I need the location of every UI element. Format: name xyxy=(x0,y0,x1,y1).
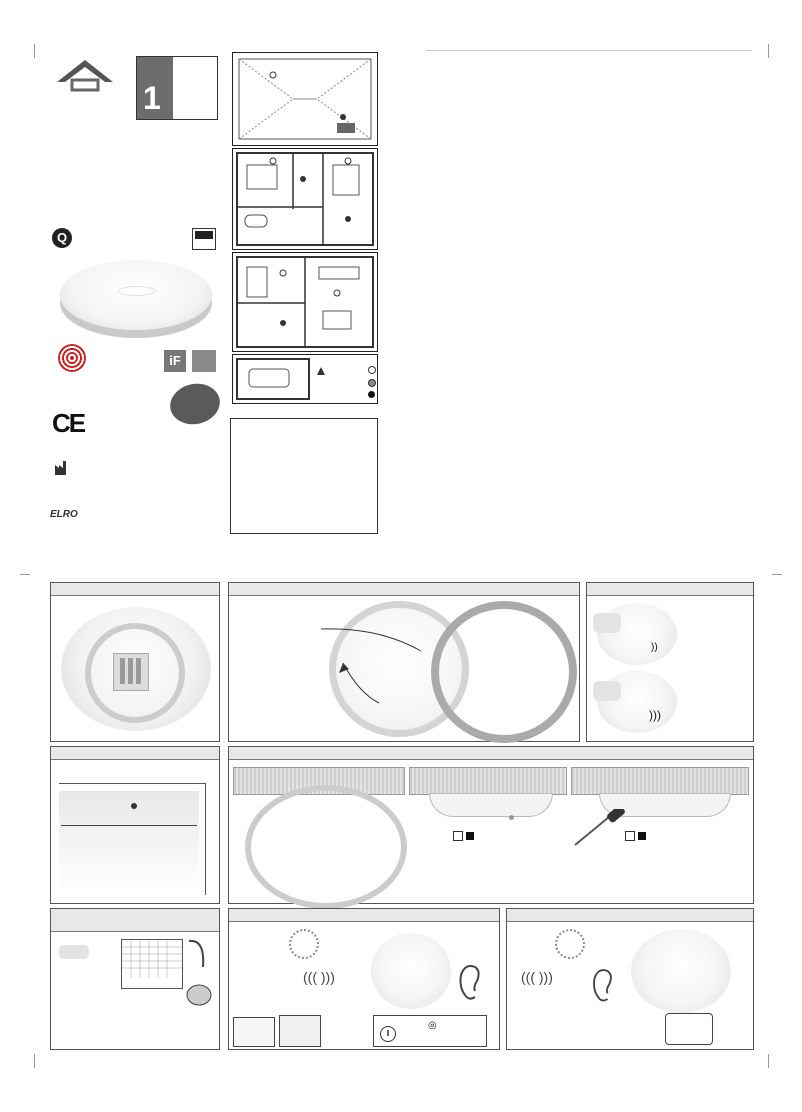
legend-extra-circle-icon xyxy=(368,379,376,387)
silence-duration-box xyxy=(373,1015,487,1047)
panel-2-title xyxy=(229,583,579,596)
smoke-alarm-product-image xyxy=(60,250,212,342)
lock-arrows xyxy=(453,831,474,841)
battery-label xyxy=(192,228,216,250)
ear-icon xyxy=(453,961,483,1003)
sound-waves-icon: ((( ))) xyxy=(521,969,553,985)
vacuum-cleaner-icon xyxy=(179,937,215,1009)
panel-mounting xyxy=(228,746,754,904)
sound-low-icon: )) xyxy=(651,642,658,653)
sound-waves-icon: ((( ))) xyxy=(303,969,335,985)
fold-mark xyxy=(20,574,30,575)
pause-icon: ‖ xyxy=(380,1026,396,1042)
alarm-burst-icon xyxy=(555,929,585,959)
legend-x-dot-icon xyxy=(368,391,375,398)
crop-mark xyxy=(20,44,35,58)
elro-logo xyxy=(50,56,120,108)
hand-press-icon xyxy=(593,613,621,633)
twist-arrows-icon xyxy=(319,623,439,713)
hand-press-icon xyxy=(59,945,89,959)
panel-activate xyxy=(228,582,580,742)
floor-plan-ground-floor xyxy=(232,252,378,352)
panel-4-title xyxy=(51,747,219,760)
panel-8-title xyxy=(507,909,753,922)
panel-3-title xyxy=(587,583,753,596)
screwdriver-icon xyxy=(569,809,629,849)
alarm-burst-icon xyxy=(289,929,319,959)
if-design-award xyxy=(192,350,216,372)
crop-mark xyxy=(20,1054,35,1068)
mute-battery-icon xyxy=(665,1013,713,1045)
panel-rooms xyxy=(50,746,220,904)
panel-7-title xyxy=(229,909,499,922)
floor-plan-garage xyxy=(232,354,378,404)
hand-press-icon xyxy=(593,681,621,701)
panel-alarm-silence xyxy=(228,908,500,1050)
calendar-icon xyxy=(121,939,183,989)
panel-content xyxy=(50,582,220,742)
crop-mark xyxy=(768,1054,783,1068)
panel-5-title xyxy=(229,747,753,760)
factory-icon xyxy=(54,458,70,476)
smoke-alarm-position-dot xyxy=(131,803,137,809)
screws-anchors-icon xyxy=(113,653,149,691)
floor-plan-attic xyxy=(232,52,378,146)
oven-icon xyxy=(279,1015,321,1047)
fold-mark xyxy=(772,574,782,575)
test-badge: 1 xyxy=(136,56,218,120)
panel-testing xyxy=(586,582,754,742)
floor-plan-first-floor xyxy=(232,148,378,250)
panel-low-battery xyxy=(506,908,754,1050)
elro-importer-logo: ELRO xyxy=(50,509,78,520)
q-mark-icon: Q xyxy=(52,228,72,248)
ear-icon xyxy=(587,965,615,1005)
panel-1-title xyxy=(51,583,219,596)
intended-use-box xyxy=(230,418,378,534)
eye-blink-icon: ◎ xyxy=(428,1020,437,1031)
crop-mark xyxy=(768,44,783,58)
worlds-thinnest-badge xyxy=(166,379,223,429)
cooking-pot-icon xyxy=(233,1017,275,1047)
reddot-icon xyxy=(58,344,86,372)
alignment-dot xyxy=(509,815,514,820)
panel-6-title xyxy=(51,909,219,932)
if-logo: iF xyxy=(164,350,186,372)
legend-minimum-circle-icon xyxy=(368,366,376,374)
sound-high-icon: ))) xyxy=(649,708,661,722)
ce-mark: CE xyxy=(52,408,85,438)
panel-test-clean xyxy=(50,908,220,1050)
